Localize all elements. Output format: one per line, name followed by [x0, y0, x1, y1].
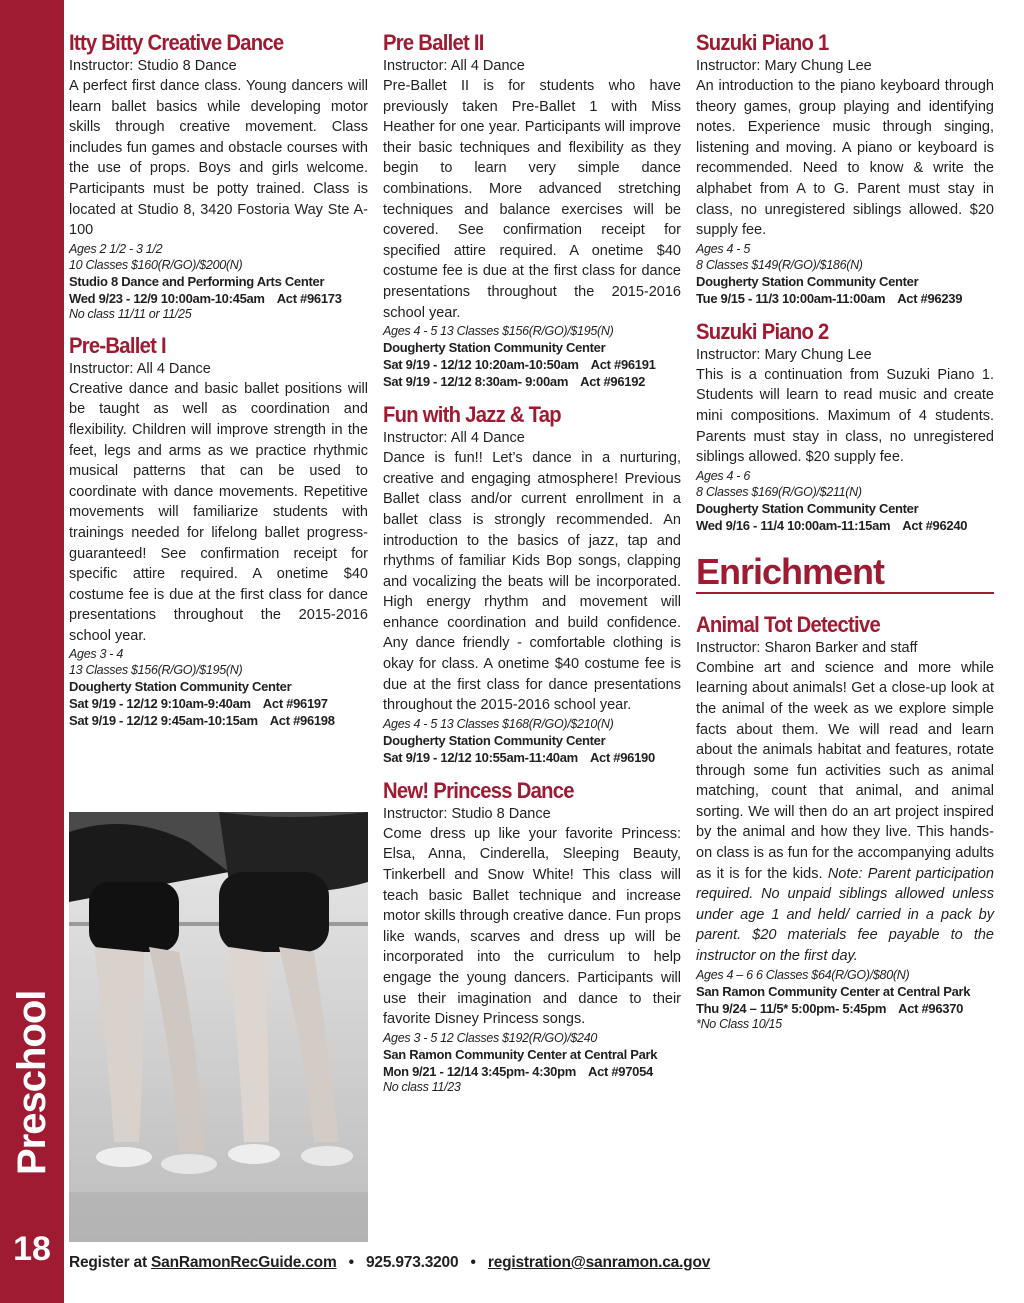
course-instructor: Instructor: Studio 8 Dance: [383, 805, 551, 822]
course-location: Dougherty Station Community Center: [383, 732, 606, 748]
section-label: Preschool: [10, 990, 54, 1175]
column-3: [696, 30, 994, 1043]
course-session: [383, 373, 681, 390]
course-location: Dougherty Station Community Center: [383, 340, 606, 356]
footer: [69, 1254, 710, 1272]
activity-number: Act #96173: [276, 290, 342, 306]
session-time: Mon 9/21 - 12/14 3:45pm- 4:30pm: [383, 1063, 577, 1079]
course-session: [69, 290, 368, 307]
session-time: Sat 9/19 - 12/12 8:30am- 9:00am: [383, 374, 569, 390]
course-description: Come dress up like your favorite Princess: Elsa, Anna, Cinderella, Sleeping Beauty, Tinkerbell and Snow White! This class will teach basic Ballet technique and increase motor skills through creative dance. Fun props like wands, scarves and dress up will be incorporated into the curriculum to help engage the young dancers. Participants will use their imagination and dance to their favorite Disney Princess songs.: [383, 825, 681, 1028]
course-session: [383, 356, 681, 373]
course-description: A perfect first dance class. Young dancers will learn ballet basics while developing motor skills through creative movement. Class includes fun games and obstacle courses with the use of props. Boys and girls welcome. Participants must be potty trained. Class is located at Studio 8, 3420 Fostoria Way Ste A-100: [69, 78, 368, 239]
course-location: Dougherty Station Community Center: [69, 679, 292, 695]
course-title: Suzuki Piano 2: [696, 318, 829, 344]
ballet-dancers-photo: [69, 812, 368, 1242]
activity-number: Act #96197: [262, 696, 328, 712]
course-ages: Ages 4 - 5 13 Classes $168(R/GO)/$210(N): [383, 716, 614, 731]
course-description: [696, 658, 994, 967]
course-note: No class 11/11 or 11/25: [69, 306, 192, 321]
course-suzuki-piano-1: [696, 30, 994, 307]
activity-number: Act #96370: [898, 1000, 964, 1016]
course-pre-ballet-1: [69, 333, 368, 730]
activity-number: Act #96192: [580, 374, 646, 390]
course-session: [383, 749, 681, 766]
course-instructor: Instructor: Mary Chung Lee: [696, 58, 872, 74]
course-ages: Ages 3 - 4: [69, 647, 123, 662]
session-time: Wed 9/23 - 12/9 10:00am-10:45am: [69, 290, 265, 306]
course-description: This is a continuation from Suzuki Piano 1. Students will learn to read music and create mini compositions. Maximum of 4 students. Parents must stay in class, no unregistered siblings allowed. $20 supply fee.: [696, 366, 994, 466]
course-ages: Ages 4 - 5: [696, 241, 750, 256]
session-time: Sat 9/19 - 12/12 9:10am-9:40am: [69, 696, 251, 712]
course-title: Suzuki Piano 1: [696, 30, 829, 55]
course-title: Pre-Ballet I: [69, 332, 166, 358]
register-text: Register at: [69, 1254, 147, 1271]
activity-number: Act #96191: [590, 357, 656, 373]
session-time: Thu 9/24 – 11/5* 5:00pm- 5:45pm: [696, 1000, 887, 1016]
course-ages: Ages 4 - 6: [696, 468, 750, 483]
course-instructor: Instructor: All 4 Dance: [383, 430, 525, 447]
course-location: Dougherty Station Community Center: [696, 500, 919, 516]
course-title: New! Princess Dance: [383, 777, 574, 803]
course-title: Itty Bitty Creative Dance: [69, 30, 284, 55]
column-1: [69, 30, 368, 741]
course-location: Dougherty Station Community Center: [696, 273, 919, 289]
ballet-photo-graphic: [69, 812, 368, 1242]
course-itty-bitty: [69, 30, 368, 321]
course-description-note: Note: Parent participation required. No unpaid siblings allowed unless under age 1 and held/ carried in a pack by parent. $20 materials fee payable to the instructor on the first day.: [696, 865, 994, 965]
course-description: Dance is fun!! Let’s dance in a nurturing, creative and engaging atmosphere! Previous Ballet class and/or current enrollment in a ballet class is strongly recommended. An introduction to the basics of jazz, tap and rhythms of familiar Kids Bop songs, clapping and vocalizing the beats will be incorporated. High energy rhythm and movement will enhance coordination and build confidence. Any dance friendly - comfortable clothing is okay for class. A onetime $40 costume fee is due at the first class for dance presentations throughout the 2015-2016 school year.: [383, 450, 681, 714]
course-classes-fee: 8 Classes $149(R/GO)/$186(N): [696, 257, 863, 272]
separator: •: [348, 1254, 354, 1271]
course-pre-ballet-2: [383, 30, 681, 390]
course-suzuki-piano-2: [696, 319, 994, 534]
session-time: Sat 9/19 - 12/12 10:55am-11:40am: [383, 749, 578, 765]
page-number: 18: [13, 1230, 51, 1268]
course-session: [69, 712, 368, 729]
course-instructor: Instructor: All 4 Dance: [383, 58, 525, 74]
course-animal-tot-detective: [696, 612, 994, 1031]
course-title: Animal Tot Detective: [696, 611, 880, 637]
course-title: Pre Ballet II: [383, 30, 484, 55]
course-session: [696, 290, 994, 307]
course-location: San Ramon Community Center at Central Park: [696, 983, 971, 999]
course-location: Studio 8 Dance and Performing Arts Center: [69, 273, 325, 289]
activity-number: Act #96239: [897, 290, 963, 306]
email-link[interactable]: registration@sanramon.ca.gov: [487, 1254, 711, 1271]
course-princess-dance: [383, 778, 681, 1094]
activity-number: Act #96198: [269, 713, 335, 729]
activity-number: Act #96190: [589, 749, 655, 765]
course-description-text: Combine art and science and more while learning about animals! Get a close-up look at the animal of the week as we explore simple facts about them. We will read and learn about the animals habitat and features, rotate through some fun activities such as animal matching, count that animal, and animal sorting. We will then do an art project inspired by the animal and how they live. This hands-on class is as fun for the accompanying adults as it is for the kids.: [696, 659, 994, 882]
session-time: Sat 9/19 - 12/12 10:20am-10:50am: [383, 357, 579, 373]
section-sidebar: [0, 0, 64, 1303]
website-link[interactable]: SanRamonRecGuide.com: [151, 1254, 337, 1271]
course-instructor: Instructor: All 4 Dance: [69, 360, 211, 377]
course-note: No class 11/23: [383, 1079, 461, 1094]
course-ages: Ages 4 – 6 6 Classes $64(R/GO)/$80(N): [696, 967, 910, 982]
course-session: [383, 1063, 681, 1080]
course-session: [696, 1000, 994, 1017]
session-time: Sat 9/19 - 12/12 9:45am-10:15am: [69, 713, 258, 729]
course-note: *No Class 10/15: [696, 1016, 782, 1031]
course-classes-fee: 10 Classes $160(R/GO)/$200(N): [69, 257, 243, 272]
course-classes-fee: 8 Classes $169(R/GO)/$211(N): [696, 484, 862, 499]
course-title: Fun with Jazz & Tap: [383, 402, 561, 428]
course-description: An introduction to the piano keyboard through theory games, group playing and identifying notes. Experience music through singing, listening and moving. A piano or keyboard is recommended. Need to know & write the alphabet from A to G. Parent must stay in class, no unregistered siblings allowed. $20 supply fee.: [696, 78, 994, 239]
session-time: Wed 9/16 - 11/4 10:00am-11:15am: [696, 517, 891, 533]
course-classes-fee: 13 Classes $156(R/GO)/$195(N): [69, 663, 243, 678]
activity-number: Act #97054: [588, 1063, 653, 1079]
course-ages: Ages 4 - 5 13 Classes $156(R/GO)/$195(N): [383, 324, 614, 339]
course-description: Pre-Ballet II is for students who have previously taken Pre-Ballet 1 with Miss Heather for one year. Participants will improve their basic techniques and flexibility as they begin to learn very simple dance combinations. More advanced stretching techniques and balance exercises will be covered. See confirmation receipt for specified attire required. A onetime $40 costume fee is due at the first class for dance presentations throughout the 2015-2016 school year.: [383, 78, 681, 321]
course-description: Creative dance and basic ballet positions will be taught as well as coordination and flexibility. Children will improve strength in the feet, legs and arms as we practice rhythmic musical patterns that can be used to coordinate with dance movements. Repetitive movements will familiarize students with trainings needed for lifelong ballet progress- guaranteed! See confirmation receipt for specific attire required. A onetime $40 costume fee is due at the first class for dance presentations throughout the 2015-2016 school year.: [69, 380, 368, 644]
course-instructor: Instructor: Mary Chung Lee: [696, 346, 872, 363]
course-instructor: Instructor: Sharon Barker and staff: [696, 639, 918, 656]
course-ages: Ages 3 - 5 12 Classes $192(R/GO)/$240: [383, 1030, 598, 1045]
enrichment-heading: Enrichment: [696, 552, 994, 594]
phone-number: 925.973.3200: [365, 1254, 459, 1271]
activity-number: Act #96240: [902, 517, 968, 533]
course-location: San Ramon Community Center at Central Park: [383, 1046, 658, 1062]
course-session: [69, 695, 368, 712]
column-2: [383, 30, 681, 1106]
course-ages: Ages 2 1/2 - 3 1/2: [69, 241, 163, 256]
session-time: Tue 9/15 - 11/3 10:00am-11:00am: [696, 290, 886, 306]
course-jazz-tap: [383, 402, 681, 766]
course-instructor: Instructor: Studio 8 Dance: [69, 58, 237, 74]
separator: •: [470, 1254, 476, 1271]
course-session: [696, 517, 994, 534]
